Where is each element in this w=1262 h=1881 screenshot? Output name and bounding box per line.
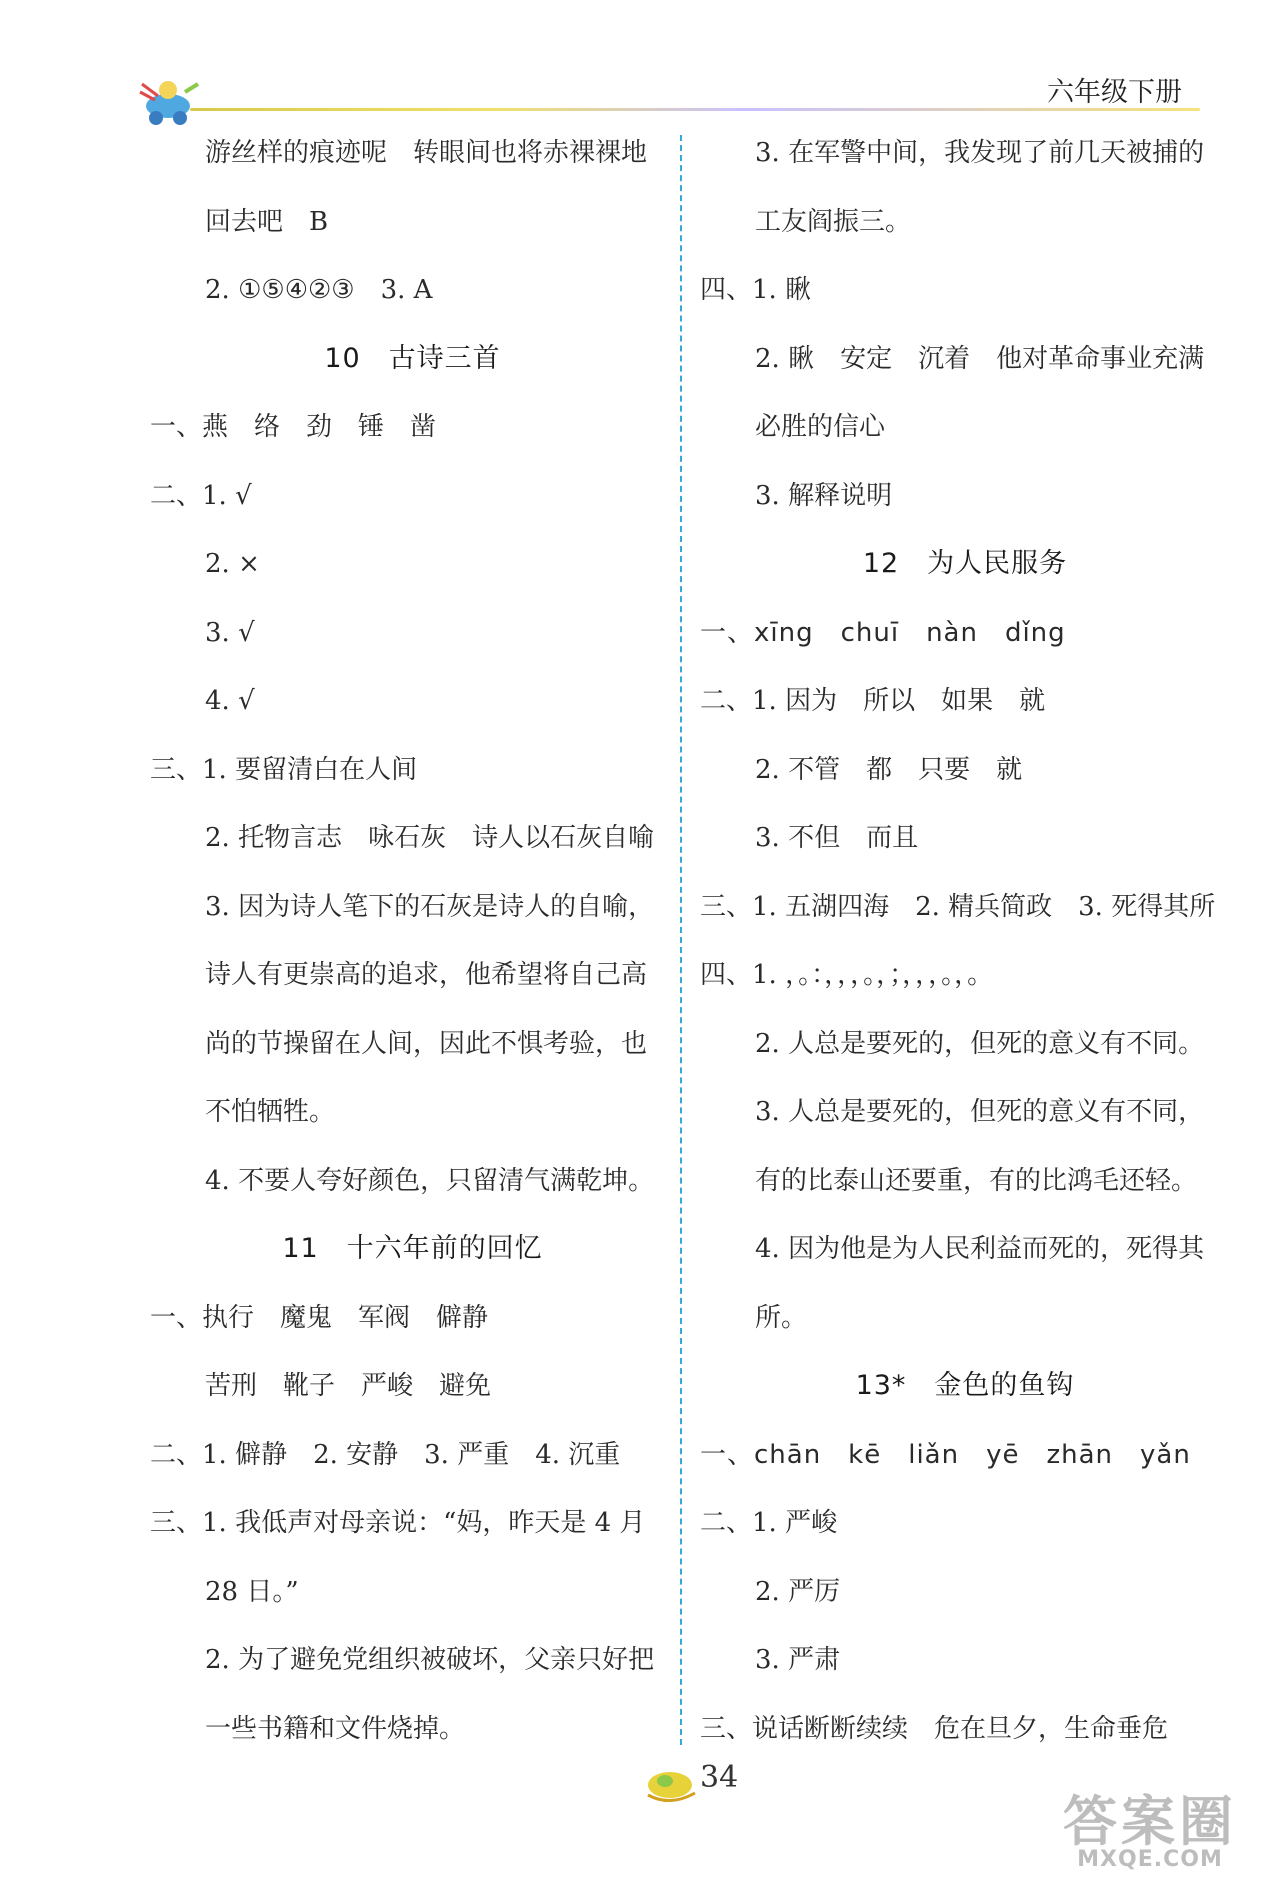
answer-line: 必胜的信心 xyxy=(755,412,886,442)
answer-line: 一些书籍和文件烧掉。 xyxy=(205,1713,466,1744)
answer-line: 2. 托物言志 咏石灰 诗人以石灰自喻 xyxy=(205,823,655,853)
answer-line: 3. √ xyxy=(205,617,255,648)
section-title: 11 十六年前的回忆 xyxy=(282,1233,543,1264)
section-title: 12 为人民服务 xyxy=(862,548,1068,579)
answer-line: 所。 xyxy=(755,1302,808,1333)
answer-line: 一、xīng chuī nàn dǐng xyxy=(700,617,1066,648)
answer-line: 3. 在军警中间，我发现了前几天被捕的 xyxy=(755,138,1205,168)
column-divider xyxy=(680,135,682,1745)
answer-line: 一、chān kē liǎn yē zhān yǎn xyxy=(700,1439,1191,1470)
left-column xyxy=(150,125,675,1769)
answer-line: 3. 解释说明 xyxy=(755,480,893,511)
right-column xyxy=(700,125,1230,1769)
answer-line: 2. 瞅 安定 沉着 他对革命事业充满 xyxy=(755,343,1205,374)
section-title: 10 古诗三首 xyxy=(324,342,501,374)
answer-line: 苦刑 靴子 严峻 避免 xyxy=(205,1371,492,1401)
answer-line: 3. 不但 而且 xyxy=(755,823,919,853)
answer-line: 不怕牺牲。 xyxy=(205,1097,336,1127)
answer-line: 2. 不管 都 只要 就 xyxy=(755,754,1023,785)
section-title: 13* 金色的鱼钩 xyxy=(855,1370,1075,1401)
answer-line: 二、1. 因为 所以 如果 就 xyxy=(700,686,1046,716)
answer-line: 尚的节操留在人间，因此不惧考验，也 xyxy=(205,1028,648,1059)
answer-line: 三、说话断断续续 危在旦夕，生命垂危 xyxy=(700,1713,1169,1744)
answer-line: 有的比泰山还要重，有的比鸿毛还轻。 xyxy=(755,1165,1198,1196)
answer-line: 一、执行 魔鬼 军阀 僻静 xyxy=(150,1302,489,1333)
answer-line: 一、燕 络 劲 锤 凿 xyxy=(150,412,437,442)
answer-line: 游丝样的痕迹呢 转眼间也将赤裸裸地 xyxy=(205,138,648,168)
answer-line: 诗人有更崇高的追求，他希望将自己高 xyxy=(205,960,648,990)
page-number: 34 xyxy=(700,1760,739,1795)
answer-line: 4. 因为他是为人民利益而死的，死得其 xyxy=(755,1234,1205,1264)
answer-line: 工友阎振三。 xyxy=(755,206,912,237)
answer-line: 4. √ xyxy=(205,686,255,716)
answer-line: 回去吧 B xyxy=(205,206,329,237)
answer-line: 2. 严厉 xyxy=(755,1576,841,1607)
answer-line: 3. 严肃 xyxy=(755,1645,841,1675)
answer-line: 3. 人总是要死的，但死的意义有不同， xyxy=(755,1097,1205,1127)
cartoon-plane-icon xyxy=(130,72,205,132)
watermark-site: MXQE.COM xyxy=(1077,1847,1223,1872)
answer-line: 三、1. 要留清白在人间 xyxy=(150,754,418,785)
answer-line: 二、1. √ xyxy=(150,480,252,511)
answer-line: 4. 不要人夸好颜色，只留清气满乾坤。 xyxy=(205,1165,655,1196)
answer-line: 2. 为了避免党组织被破坏，父亲只好把 xyxy=(205,1645,655,1675)
answer-line: 2. 人总是要死的，但死的意义有不同。 xyxy=(755,1028,1205,1059)
answer-line: 2. ①⑤④②③ 3. A xyxy=(205,275,433,305)
answer-line: 三、1. 我低声对母亲说：“妈，昨天是 4 月 xyxy=(150,1508,646,1538)
grade-label: 六年级下册 xyxy=(1047,77,1182,108)
answer-line: 二、1. 严峻 xyxy=(700,1508,838,1538)
answer-line: 四、1. 瞅 xyxy=(700,275,812,305)
answer-line: 2. × xyxy=(205,549,260,579)
answer-line: 3. 因为诗人笔下的石灰是诗人的自喻， xyxy=(205,891,655,922)
watermark-logo: 答案圈 xyxy=(1063,1790,1237,1853)
answer-line: 三、1. 五湖四海 2. 精兵简政 3. 死得其所 xyxy=(700,891,1216,922)
answer-line: 四、1. ，。：，，，。，；，，，。，。 xyxy=(700,960,994,990)
watermark xyxy=(1063,1790,1237,1872)
answer-line: 28 日。” xyxy=(205,1576,299,1607)
answer-line: 二、1. 僻静 2. 安静 3. 严重 4. 沉重 xyxy=(150,1439,621,1470)
